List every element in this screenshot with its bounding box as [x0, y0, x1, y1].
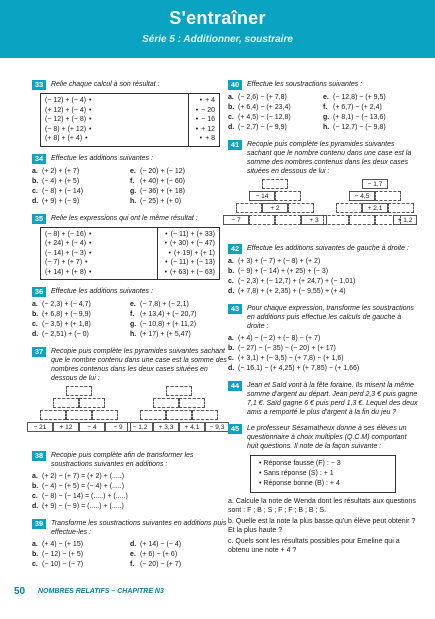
calc-item [323, 103, 418, 113]
calc-item [32, 177, 130, 187]
item-letter: d. [32, 197, 39, 205]
calc-item [130, 177, 228, 187]
match-item [162, 258, 215, 268]
matching-box [40, 227, 220, 281]
calc-item [32, 320, 130, 330]
calc-row [32, 167, 228, 177]
exercise-39 [32, 519, 228, 570]
item-letter: d. [32, 331, 39, 338]
calc-item [130, 550, 228, 560]
match-item [45, 230, 95, 240]
calc-expression: (− 2,7) − (− 9,9) [238, 124, 287, 131]
match-dot: • [89, 106, 92, 114]
calc-item [130, 310, 228, 320]
calc-item [130, 330, 228, 340]
calc-row [32, 550, 228, 560]
matching-box [40, 93, 220, 147]
exercise-36 [32, 287, 228, 340]
match-dot: • [89, 97, 92, 104]
calc-expression: (− 8) − (− 14) = (.....) + (.....) [42, 493, 128, 500]
calc-expression: (− 20) − (+ 7) [140, 561, 182, 568]
exercise-instruction: Jean et Saïd vont à la fête foraine. Ils misent la même somme d'argent au départ. Jean perd 2,3 € puis gagne 7,1 €. Saïd gagne 6 € puis perd 1,3 €. Lequel des deux amis a remporté le plus d'argent à la fin du jeu ? [247, 382, 418, 416]
score-rule: • Sans réponse (S) : + 1 [259, 470, 334, 477]
calc-row [32, 330, 228, 340]
calc-item [130, 187, 228, 197]
match-expression: (+ 63) + (− 63) [170, 268, 215, 276]
calc-item [228, 257, 320, 267]
match-expression: (− 12) + (− 4) [45, 97, 87, 104]
calc-expression: (+ 3) + (− 7) + (− 8) + (+ 2) [238, 258, 321, 265]
match-dot: • [164, 240, 168, 247]
calc-row [228, 123, 418, 133]
calc-item [228, 93, 323, 103]
match-dot: • [195, 125, 199, 133]
match-dot: • [89, 125, 92, 133]
item-letter: d. [228, 124, 235, 131]
match-expression: (+ 8) + (+ 4) [45, 135, 83, 142]
match-item [162, 268, 215, 278]
match-item [45, 258, 95, 268]
calc-row [32, 472, 228, 482]
calc-expression: (− 16,1) − (+ 4,25) + (+ 7,85) − (+ 1,66) [238, 365, 360, 372]
calc-expression: (+ 6) − (+ 6) [140, 551, 178, 558]
calc-row [228, 334, 418, 344]
calc-expression: (− 7,8) + (− 2,1) [140, 301, 189, 308]
page-footer [0, 586, 435, 600]
calc-item [130, 320, 228, 330]
exercise-37 [32, 347, 228, 444]
item-letter: g. [130, 187, 137, 195]
match-dot: • [89, 249, 92, 257]
calc-grid [32, 300, 228, 340]
calc-item [32, 502, 124, 512]
score-rule: • Réponse bonne (B) : + 4 [259, 480, 340, 487]
calc-expression: (− 9) + (− 14) + (+ 25) + (− 3) [238, 268, 329, 275]
exercise-instruction: Effectue les additions suivantes : [51, 154, 153, 162]
item-letter: c. [228, 114, 234, 121]
exercise-number: 37 [32, 347, 46, 357]
calc-expression: (+ 40) + (− 60) [140, 177, 185, 185]
calc-expression: (+ 14) − (− 4) [140, 541, 182, 548]
match-item [45, 125, 95, 135]
calc-expression: (+ 8,1) − (− 13,6) [333, 114, 386, 121]
exercise-number: 45 [228, 424, 242, 434]
calc-item [130, 197, 228, 207]
item-letter: b. [32, 177, 39, 185]
question-b: b. Quelle est la note la plus basse qu'un élève peut obtenir ? Et la plus haute ? [228, 518, 416, 534]
calc-row [228, 257, 418, 267]
calc-item [323, 123, 418, 133]
item-letter: e. [130, 301, 136, 308]
pyramids [228, 179, 418, 237]
calc-expression: (+ 9) − (− 9) = (.....) + (.....) [42, 503, 124, 510]
item-letter: d. [228, 288, 235, 295]
calc-grid [228, 93, 418, 133]
match-item [193, 125, 215, 135]
calc-item [32, 482, 124, 492]
item-letter: g. [130, 321, 137, 328]
calc-row [228, 344, 418, 354]
calc-expression: (+ 4) − (+ 15) [42, 541, 84, 548]
page-title: S'entraîner [169, 8, 266, 28]
exercise-40 [228, 80, 418, 133]
series-title: Série 5 : Additionner, soustraire [142, 34, 293, 45]
match-expression: + 12 [201, 125, 215, 133]
match-expression: (+ 24) + (− 4) [45, 240, 87, 247]
match-dot: • [199, 135, 203, 142]
pyramid-cell: + 2 [262, 203, 288, 213]
item-letter: f. [130, 177, 135, 185]
calc-expression: (− 2,6) − (+ 7,8) [238, 94, 287, 101]
page-header [0, 0, 435, 58]
item-letter: a. [32, 473, 38, 480]
match-expression: (+ 14) + (+ 8) [45, 268, 87, 276]
match-dot: • [168, 249, 171, 257]
calc-row [228, 103, 418, 113]
match-expression: (− 11) + (+ 33) [170, 230, 215, 238]
question-c: c. Quels sont les résultats possibles pour Emeline qui a obtenu une note + 4 ? [228, 538, 400, 554]
match-dot: • [89, 230, 92, 238]
calc-expression: (+ 9) + (− 9) [42, 197, 80, 205]
calc-item [228, 113, 323, 123]
pyramid-cell: + 2,1 [362, 203, 388, 213]
match-item [162, 239, 215, 249]
match-dot: • [195, 116, 199, 123]
match-item [45, 239, 95, 249]
exercise-instruction: Effectue les additions suivantes de gauche à droite : [247, 245, 409, 252]
exercise-42 [228, 244, 418, 297]
calc-item [130, 560, 228, 570]
item-letter: b. [32, 311, 39, 318]
question-a: a. Calcule la note de Wenda dont les résultats aux questions sont : F ; B ; S ; F ; F ; B ; B ; S. [228, 498, 416, 514]
exercise-number: 40 [228, 80, 242, 90]
item-letter: c. [32, 187, 38, 195]
pyramid-cell: − 9 [105, 422, 131, 432]
item-letter: c. [32, 493, 38, 500]
calc-expression: (+ 6,4) − (+ 23,4) [238, 104, 291, 111]
calc-item [32, 187, 130, 197]
calc-expression: (+ 3,1) + (− 3,5) − (+ 7,8) − (+ 1,6) [238, 355, 344, 362]
calc-item [228, 123, 323, 133]
calc-row [228, 93, 418, 103]
exercise-38 [32, 451, 228, 512]
calc-grid [32, 167, 228, 207]
item-letter: c. [228, 278, 234, 285]
item-letter: b. [228, 345, 235, 352]
calc-item [228, 267, 328, 277]
item-letter: h. [130, 197, 137, 205]
exercise-instruction: Recopie puis complète les pyramides suivantes sachant que le nombre contenu dans une case est la somme des nombres contenus dans les deux cases situées en dessous de lui : [51, 348, 227, 382]
calc-row [228, 113, 418, 123]
calc-item [228, 334, 320, 344]
calc-item [130, 300, 228, 310]
calc-row [32, 560, 228, 570]
exercise-35 [32, 214, 228, 281]
exercise-number: 38 [32, 451, 46, 461]
exercise-instruction: Transforme les soustractions suivantes en additions puis effectue-les : [51, 520, 227, 536]
calc-expression: (− 27) − (− 35) − (− 20) + (+ 17) [238, 345, 336, 352]
calc-row [32, 482, 228, 492]
calc-expression: (− 4) + (+ 5) [42, 177, 80, 185]
scoring-box [250, 455, 396, 493]
match-expression: (− 11) + (− 13) [170, 259, 215, 266]
exercise-43 [228, 304, 418, 374]
match-dot: • [164, 268, 168, 276]
calc-row [228, 354, 418, 364]
calc-item [228, 277, 355, 287]
calc-row [32, 492, 228, 502]
calc-row [32, 197, 228, 207]
item-letter: f. [130, 311, 135, 318]
matching-right [188, 94, 219, 146]
match-dot: • [165, 230, 168, 238]
calc-row [32, 502, 228, 512]
calc-expression: (− 25) + (+ 0) [140, 197, 182, 205]
pyramid-cell: − 7 [223, 215, 249, 225]
calc-expression: (+ 17) + (+ 5,47) [140, 331, 191, 338]
exercise-instruction: Effectue les soustractions suivantes : [247, 81, 363, 88]
item-letter: h. [130, 331, 137, 338]
item-letter: b. [32, 483, 39, 490]
item-letter: c. [32, 561, 38, 568]
calc-row [228, 267, 418, 277]
calc-item [32, 492, 128, 502]
calc-grid [32, 540, 228, 570]
match-dot: • [89, 240, 92, 247]
match-item [193, 96, 215, 106]
calc-item [32, 550, 130, 560]
item-letter: g. [323, 114, 330, 121]
match-expression: − 20 [201, 106, 215, 114]
match-item [45, 249, 95, 259]
exercise-instruction: Effectue les additions suivantes : [51, 288, 153, 295]
match-item [193, 134, 215, 144]
calc-expression: (− 12,7) − (− 9,8) [333, 124, 386, 131]
pyramids [32, 386, 228, 444]
calc-expression: (+ 2) − (+ 7) = (+ 2) + (.....) [42, 473, 125, 480]
calc-expression: (+ 7,8) + (+ 2,35) + (− 9,55) + (+ 4) [238, 288, 346, 295]
calc-row [32, 187, 228, 197]
exercise-33 [32, 80, 228, 147]
match-item [45, 96, 95, 106]
calc-expression: (− 36) + (+ 18) [140, 187, 185, 195]
match-item [45, 115, 95, 125]
pyramid-cell: − 4,5 [349, 191, 375, 201]
exercise-instruction: Le professeur Sésamatheux donne à ses élèves un questionnaire à choix multiples (Q.C.M) comportant huit questions. Il note de la façon suivante : [247, 425, 407, 450]
calc-expression: (− 10,8) + (+ 11,2) [140, 321, 197, 328]
calc-item [228, 103, 323, 113]
calc-item [228, 354, 344, 364]
pyramid-cell: + 1,2 [393, 215, 417, 225]
calc-list [32, 472, 228, 512]
item-letter: b. [228, 104, 235, 111]
pyramid-cell: + 3 [301, 215, 327, 225]
exercise-instruction: Relie chaque calcul à son résultat : [51, 81, 160, 88]
calc-row [32, 310, 228, 320]
matching-left [41, 94, 99, 146]
right-column [228, 80, 418, 562]
exercise-instruction: Recopie puis complète les pyramides suivantes sachant que le nombre contenu dans une case est la somme des nombres contenus dans les deux cases situées en dessous de lui : [247, 141, 412, 175]
chapter-label: NOMBRES RELATIFS – CHAPITRE N3 [38, 588, 164, 595]
match-item [45, 134, 95, 144]
item-letter: b. [228, 268, 235, 275]
exercise-41 [228, 140, 418, 237]
match-expression: (+ 19) + (+ 1) [173, 249, 215, 257]
calc-expression: (+ 6,7) − (+ 2,4) [333, 104, 382, 111]
calc-item [32, 167, 130, 177]
calc-expression: (− 2,51) + (− 0) [42, 331, 89, 338]
item-letter: d. [130, 541, 137, 548]
page-number: 50 [14, 586, 26, 597]
calc-expression: (+ 4) − (− 2) + (− 8) − (+ 7) [238, 335, 321, 342]
exercise-number: 33 [32, 80, 46, 90]
pyramid-cell: − 14 [249, 191, 275, 201]
calc-item [130, 540, 228, 550]
item-letter: h. [323, 124, 330, 131]
calc-list [228, 334, 418, 374]
pyramid-cell: − 21 [27, 422, 53, 432]
calc-item [32, 197, 130, 207]
item-letter: a. [228, 335, 234, 342]
calc-item [323, 113, 418, 123]
calc-item [323, 93, 418, 103]
calc-row [32, 300, 228, 310]
left-column [32, 80, 228, 577]
item-letter: a. [228, 94, 234, 101]
exercise-number: 42 [228, 244, 242, 254]
exercise-instruction: Relie les expressions qui ont le même résultat : [51, 214, 198, 222]
item-letter: a. [32, 167, 38, 175]
match-expression: + 4 [205, 97, 215, 104]
item-letter: c. [228, 355, 234, 362]
match-item [162, 249, 215, 259]
calc-item [32, 310, 130, 320]
exercise-number: 43 [228, 304, 242, 314]
item-letter: e. [130, 167, 136, 175]
pyramid-cell: − 9,3 [205, 422, 229, 432]
calc-row [32, 320, 228, 330]
item-letter: f. [323, 104, 328, 111]
calc-row [32, 177, 228, 187]
exercise-number: 34 [32, 154, 46, 164]
match-item [45, 268, 95, 278]
calc-expression: (− 12,8) − (+ 9,5) [333, 94, 386, 101]
calc-list [228, 257, 418, 297]
calc-expression: (− 3,5) + (+ 1,8) [42, 321, 91, 328]
item-letter: d. [32, 503, 39, 510]
calc-row [32, 540, 228, 550]
pyramid-cell: − 4 [79, 422, 105, 432]
calc-item [32, 560, 130, 570]
calc-expression: (− 4) − (+ 5) = (− 4) + (.....) [42, 483, 125, 490]
item-letter: a. [228, 258, 234, 265]
item-letter: c. [32, 321, 38, 328]
exercise-number: 41 [228, 140, 242, 150]
calc-item [228, 364, 359, 374]
calc-expression: (− 12) − (+ 5) [42, 551, 84, 558]
match-expression: (− 7) + (+ 7) [45, 259, 83, 266]
match-item [45, 106, 95, 116]
match-dot: • [89, 116, 92, 123]
match-dot: • [89, 268, 92, 276]
item-letter: e. [323, 94, 329, 101]
match-expression: + 8 [205, 135, 215, 142]
match-item [162, 230, 215, 240]
item-letter: e. [130, 551, 136, 558]
calc-expression: (− 20) + (− 12) [140, 167, 185, 175]
calc-item [32, 300, 130, 310]
calc-expression: (+ 4,5) − (− 12,8) [238, 114, 291, 121]
match-expression: (+ 12) + (− 4) [45, 106, 87, 114]
calc-expression: (− 10) − (− 7) [42, 561, 84, 568]
calc-row [228, 364, 418, 374]
match-dot: • [85, 135, 88, 142]
match-dot: • [195, 106, 199, 114]
pyramid-cell: + 12 [53, 422, 79, 432]
exercise-instruction: Pour chaque expression, transforme les soustractions en additions puis effectue les calculs de gauche à droite : [247, 305, 414, 330]
exercise-34 [32, 154, 228, 207]
item-letter: a. [32, 541, 38, 548]
calc-expression: (+ 13,4) + (− 20,7) [140, 311, 197, 318]
calc-item [32, 472, 124, 482]
match-dot: • [85, 259, 88, 266]
item-letter: a. [32, 301, 38, 308]
exercise-number: 36 [32, 287, 46, 297]
item-letter: f. [130, 561, 135, 568]
match-item [193, 106, 215, 116]
matching-left [41, 228, 99, 280]
calc-expression: (+ 2) + (+ 7) [42, 167, 80, 175]
exercise-instruction: Recopie puis complète afin de transformer les soustractions suivantes en additions : [51, 452, 194, 468]
pyramid-cell: − 1,7 [362, 179, 388, 189]
calc-item [32, 540, 130, 550]
match-expression: (− 12) + (− 8) [45, 116, 87, 123]
match-item [193, 115, 215, 125]
exercise-45 [228, 424, 418, 555]
calc-item [228, 344, 336, 354]
match-expression: (− 8) + (− 16) [45, 230, 87, 238]
matching-right [157, 228, 219, 280]
calc-item [228, 287, 346, 297]
pyramid-cell: + 4,1 [179, 422, 205, 432]
item-letter: d. [228, 365, 235, 372]
calc-expression: (− 2,3) + (− 12,7) + (+ 24,7) + (− 1,01) [238, 278, 356, 285]
item-letter: b. [32, 551, 39, 558]
calc-expression: (+ 6,8) + (− 9,9) [42, 311, 91, 318]
pyramid-cell: − 1,2 [127, 422, 153, 432]
calc-row [228, 287, 418, 297]
match-dot: • [165, 259, 168, 266]
exercise-number: 39 [32, 519, 46, 529]
match-dot: • [199, 97, 203, 104]
match-expression: (− 14) + (− 3) [45, 249, 87, 257]
match-expression: (− 8) + (+ 12) [45, 125, 87, 133]
exercise-number: 35 [32, 214, 46, 224]
match-expression: − 16 [201, 116, 215, 123]
calc-expression: (− 2,3) + (− 4,7) [42, 301, 91, 308]
calc-item [130, 167, 228, 177]
match-expression: (+ 30) + (− 47) [170, 240, 215, 247]
exercise-number: 44 [228, 381, 242, 391]
calc-row [228, 277, 418, 287]
score-rule: • Réponse fausse (F) : − 3 [259, 460, 341, 467]
calc-item [32, 330, 130, 340]
calc-expression: (− 8) + (− 14) [42, 187, 84, 195]
pyramid-cell: + 3,3 [153, 422, 179, 432]
exercise-44 [228, 381, 418, 417]
